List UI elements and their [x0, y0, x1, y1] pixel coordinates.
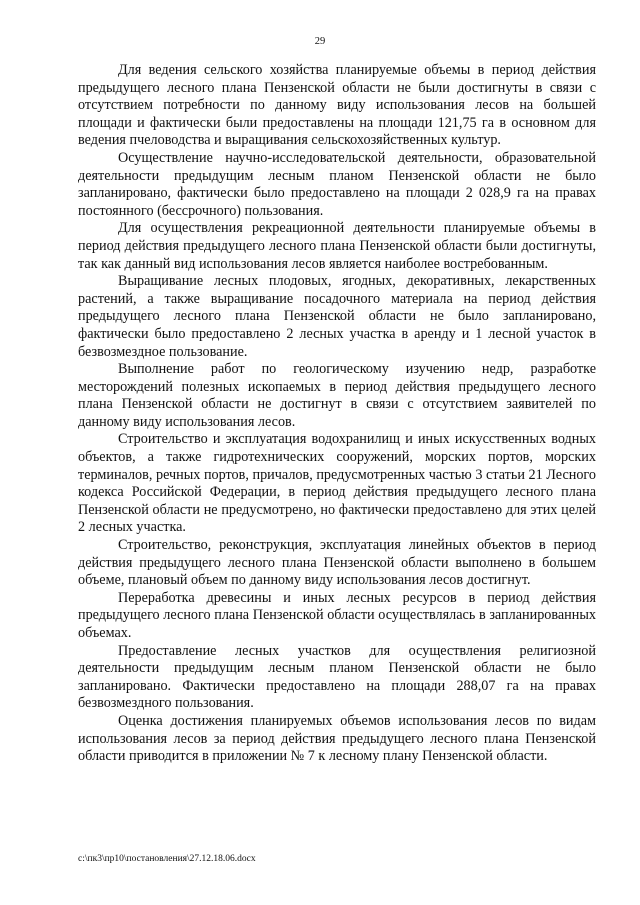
paragraph-water-facilities: Строительство и эксплуатация водохранилищ и иных искусственных водных объектов, а также гидротехнических сооружений, морских портов, морских терминалов, речных портов, причалов, предусмотренных частью 3 статьи 21 Лесного кодекса Российской Федерации, в период действия предыдущего лесного плана Пензенской области не предусмотрено, но фактически предоставлено для этих целей 2 лесных участка.	[78, 431, 596, 536]
page-number: 29	[314, 36, 326, 47]
paragraph-recreation: Для осуществления рекреационной деятельности планируемые объемы в период действия предыдущего лесного плана Пензенской области были достигнуты, так как данный вид использования лесов является наиболее востребованным.	[78, 220, 596, 272]
paragraph-religious-activity: Предоставление лесных участков для осуществления религиозной деятельности предыдущим лесным планом Пензенской области не было запланировано. Фактически предоставлено на площади 288,07 га на правах безвозмездного пользования.	[78, 642, 596, 712]
document-body	[78, 62, 596, 766]
paragraph-research-education: Осуществление научно-исследовательской деятельности, образовательной деятельности предыдущим лесным планом Пензенской области не было запланировано, фактически было предоставлено на площади 2 028,9 га на правах постоянного (бессрочного) пользования.	[78, 149, 596, 219]
paragraph-linear-objects: Строительство, реконструкция, эксплуатация линейных объектов в период действия предыдущего лесного плана Пензенской области выполнено в большем объеме, плановый объем по данному виду использования лесов достигнут.	[78, 537, 596, 589]
paragraph-geology: Выполнение работ по геологическому изучению недр, разработке месторождений полезных ископаемых в период действия предыдущего лесного плана Пензенской области не достигнут в связи с отсутствием заявителей по данному виду использования лесов.	[78, 361, 596, 430]
paragraph-plant-cultivation: Выращивание лесных плодовых, ягодных, декоративных, лекарственных растений, а также выращивание посадочного материала на период действия предыдущего лесного плана Пензенской области не было запланировано, фактически было предоставлено 2 лесных участка в аренду и 1 лесной участок в безвозмездное пользование.	[78, 273, 596, 360]
paragraph-agriculture: Для ведения сельского хозяйства планируемые объемы в период действия предыдущего лесного плана Пензенской области не были достигнуты в связи с отсутствием потребности по данному виду использования лесов на большей площади и фактически были предоставлены на площади 121,75 га в основном для ведения пчеловодства и выращивания сельскохозяйственных культур.	[78, 62, 596, 149]
footer-file-path: c:\пк3\пр10\постановления\27.12.18.06.docx	[78, 854, 256, 864]
paragraph-wood-processing: Переработка древесины и иных лесных ресурсов в период действия предыдущего лесного плана Пензенской области осуществлялась в запланированных объемах.	[78, 589, 596, 641]
paragraph-assessment: Оценка достижения планируемых объемов использования лесов по видам использования лесов за период действия предыдущего лесного плана Пензенской области приводится в приложении № 7 к лесному плану Пензенской области.	[78, 712, 596, 765]
